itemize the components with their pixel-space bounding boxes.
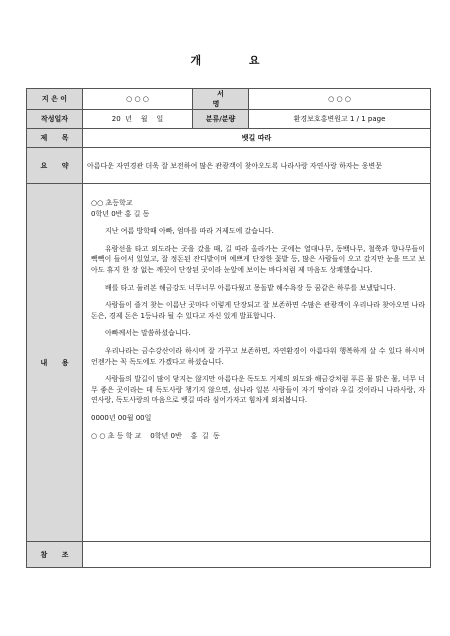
body-label: 내 용 bbox=[27, 184, 83, 542]
body-date: 0000년 00월 00일 bbox=[91, 413, 152, 422]
reference-row bbox=[27, 542, 431, 568]
subject-label: 제 목 bbox=[27, 129, 83, 148]
document-title: 개 요 bbox=[190, 54, 282, 67]
subject-row bbox=[27, 129, 431, 148]
category-label: 분류/분량 bbox=[193, 110, 249, 129]
category-value: 환경보호홍변원고 1 / 1 page bbox=[249, 110, 431, 129]
body-student: 0학년 0반 홍 길 동 bbox=[91, 209, 150, 218]
body-paragraph: 유람선을 타고 외도라는 곳을 갔을 때, 길 따라 올라가는 곳에는 열대나무, 동백나무, 철쭉과 향나무들이 빽빽이 들어서 있었고, 잘 정돈된 잔디밭이며 예쁘게 단장한 꽃밭 등, 많은 사람들이 오고 갔지만 눈을 뜨고 보아도 휴지 한 장 없는 깨끗이 단장된 곳이라 눈앞에 보이는 바다처럼 제 마음도 상쾌했습니다. bbox=[91, 244, 425, 274]
body-content bbox=[83, 184, 431, 542]
summary-value: 아름다운 자연경관 더욱 잘 보전하여 많은 관광객이 찾아오도록 나라사랑 자연사랑 하자는 웅변문 bbox=[83, 148, 431, 184]
body-paragraph: 지난 여름 방학때 아빠, 엄마를 따라 거제도에 갔습니다. bbox=[105, 227, 274, 236]
date-value: 20 년 월 일 bbox=[83, 110, 193, 129]
reference-value bbox=[83, 542, 431, 568]
author-label: 지 은 이 bbox=[27, 89, 83, 110]
summary-label: 요 약 bbox=[27, 148, 83, 184]
subject-value: 뱃길 따라 bbox=[83, 129, 431, 148]
date-row bbox=[27, 110, 431, 129]
body-row bbox=[27, 184, 431, 542]
author-row bbox=[27, 89, 431, 110]
summary-row bbox=[27, 148, 431, 184]
body-paragraph: 아빠께서는 말씀하셨습니다. bbox=[105, 329, 191, 338]
author-value: ○ ○ ○ bbox=[83, 89, 193, 110]
body-signature: ○ ○ 초 등 학 교 0학년 0반 홍 길 동 bbox=[91, 431, 220, 440]
signature-value: ○ ○ ○ bbox=[249, 89, 431, 110]
body-school: ○○ 초등학교 bbox=[91, 199, 133, 207]
body-paragraph: 우리나라는 금수강산이라 하시며 잘 가꾸고 보존하면, 자연환경이 아름다워 행복하게 살 수 있다 하시며 언젠가는 꼭 독도에도 가겠다고 하셨습니다. bbox=[91, 346, 425, 366]
body-paragraph: 배를 타고 둘러본 해금강도 너무너무 아름다웠고 몽돌밭 해수욕장 등 꿈같은 하루를 보냈답니다. bbox=[105, 283, 396, 292]
outline-form bbox=[26, 88, 431, 568]
body-paragraph: 사람들의 발길이 많이 닿지는 않지만 아름다운 독도도 거제의 외도와 해금강처럼 푸른 물 맑은 물, 너무 너무 좋은 곳이라는 데 독도사랑 챙기지 않으면, 섬나라 일본 사람들이 자기 땅이라 우길 것이라니 나라사랑, 자연사랑, 독도사랑의 마음으로 뱃길 따라 심어가자고 힘차게 외쳐봅니다. bbox=[91, 375, 425, 405]
reference-label: 참 조 bbox=[27, 542, 83, 568]
signature-label: 서 명 bbox=[193, 89, 249, 110]
body-paragraph: 사람들이 즐겨 찾는 이름난 곳마다 이렇게 단장되고 잘 보존하면 수많은 관광객이 우리나라 찾아오면 나라 돈은, 경제 돈은 1등나라 될 수 있다고 자신 있게 발표합니다. bbox=[91, 301, 425, 320]
date-label: 작성일자 bbox=[27, 110, 83, 129]
